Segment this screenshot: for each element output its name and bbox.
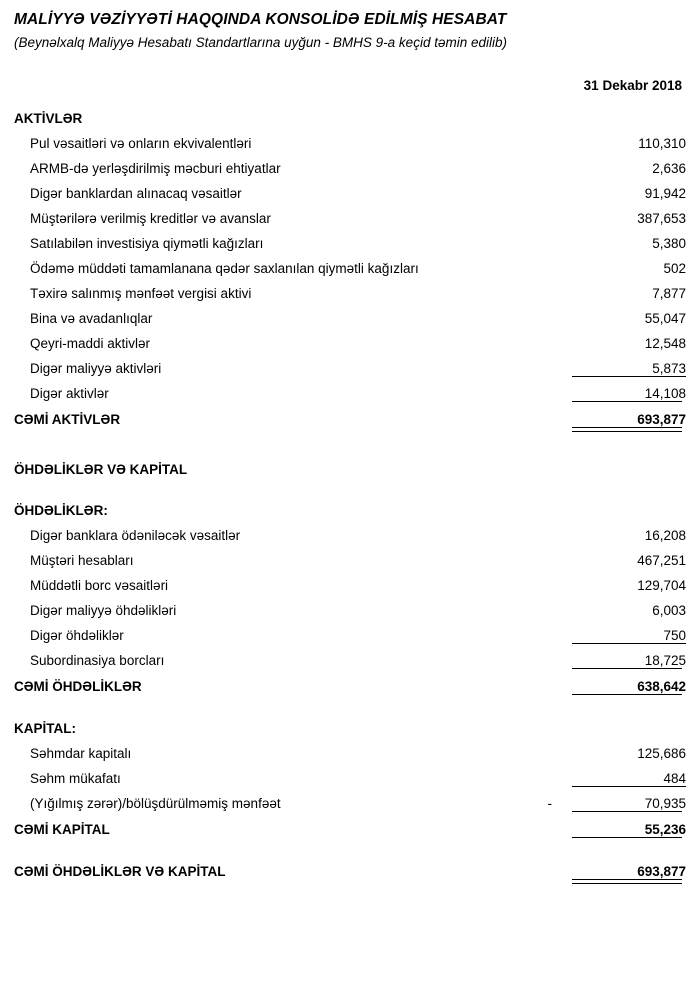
row-sign <box>548 276 573 301</box>
total-value-liabilities: 638,642 <box>637 679 686 695</box>
row-value: 502 <box>663 261 686 277</box>
row-sign <box>548 593 573 618</box>
row-sign <box>548 568 573 593</box>
row-label: Digər banklardan alınacaq vəsaitlər <box>30 186 242 202</box>
row-sign <box>548 226 573 251</box>
row-label: Ödəmə müddəti tamamlanana qədər saxlanılan qiymətli kağızları <box>30 261 419 277</box>
row-label: Pul vəsaitləri və onların ekvivalentləri <box>30 136 252 152</box>
row-sign <box>548 736 573 761</box>
section-header-capital: KAPİTAL: <box>14 721 76 737</box>
table-row <box>14 593 686 618</box>
total-sign <box>548 854 573 879</box>
total-label-liabilities-capital: CƏMİ ÖHDƏLİKLƏR VƏ KAPİTAL <box>14 864 226 880</box>
row-value: 387,653 <box>637 211 686 227</box>
row-label: Digər maliyyə aktivləri <box>30 361 162 377</box>
row-label: (Yığılmış zərər)/bölüşdürülməmiş mənfəət <box>30 796 281 812</box>
table-row <box>14 643 686 668</box>
column-header-date: 31 Dekabr 2018 <box>583 78 682 94</box>
row-sign <box>548 351 573 376</box>
row-sign <box>548 761 573 786</box>
row-value: 484 <box>663 770 686 786</box>
table-row <box>14 276 686 301</box>
row-sign <box>548 376 573 401</box>
section-header-row <box>14 711 686 736</box>
total-label-assets: CƏMİ AKTİVLƏR <box>14 412 121 428</box>
spacer <box>14 477 686 493</box>
table-row <box>14 518 686 543</box>
table-row <box>14 326 686 351</box>
row-value: 6,003 <box>652 603 686 619</box>
row-sign <box>548 326 573 351</box>
total-row <box>14 402 686 427</box>
row-value: 14,108 <box>572 376 686 401</box>
total-sign <box>548 812 573 837</box>
table-row <box>14 126 686 151</box>
row-label: Digər öhdəliklər <box>30 628 124 644</box>
row-sign <box>548 201 573 226</box>
row-sign <box>548 301 573 326</box>
section-header-row <box>14 452 686 477</box>
row-label: Qeyri-maddi aktivlər <box>30 336 151 352</box>
row-value: 18,725 <box>572 643 686 668</box>
table-row <box>14 226 686 251</box>
row-value: 91,942 <box>644 186 686 202</box>
section-header-row <box>14 493 686 518</box>
spacer <box>14 838 686 854</box>
row-sign <box>548 518 573 543</box>
row-value: 55,047 <box>644 311 686 327</box>
table-row <box>14 301 686 326</box>
spacer <box>14 695 686 711</box>
row-value: 12,548 <box>644 336 686 352</box>
total-sign <box>548 402 573 427</box>
row-value: 467,251 <box>637 553 686 569</box>
row-sign <box>548 543 573 568</box>
row-value: 750 <box>663 627 686 643</box>
table-row <box>14 736 686 761</box>
row-sign <box>548 618 573 643</box>
table-row <box>14 618 686 643</box>
row-value: 7,877 <box>652 286 686 302</box>
section-header-liabilities-capital: ÖHDƏLİKLƏR VƏ KAPİTAL <box>14 462 188 478</box>
page-subtitle: (Beynəlxalq Maliyyə Hesabatı Standartlarına uyğun - BMHS 9-a keçid təmin edilib) <box>14 34 507 50</box>
grand-total-double-rule <box>572 879 682 884</box>
section-header-assets: AKTİVLƏR <box>14 111 83 127</box>
row-label: Səhm mükafatı <box>30 771 121 787</box>
table-row <box>14 568 686 593</box>
total-label-liabilities: CƏMİ ÖHDƏLİKLƏR <box>14 679 142 695</box>
total-value-assets: 693,877 <box>637 412 686 428</box>
total-row <box>14 854 686 879</box>
row-sign: - <box>547 796 552 812</box>
row-label: Satılabilən investisiya qiymətli kağızları <box>30 236 264 252</box>
row-label: Təxirə salınmış mənfəət vergisi aktivi <box>30 286 252 302</box>
row-value: 125,686 <box>637 746 686 762</box>
row-label: Bina və avadanlıqlar <box>30 311 153 327</box>
row-sign <box>548 643 573 668</box>
table-row <box>14 151 686 176</box>
row-sign <box>548 126 573 151</box>
row-value: 110,310 <box>638 136 686 152</box>
row-value: 70,935 <box>572 786 686 811</box>
total-value-liabilities-capital: 693,877 <box>637 864 686 880</box>
table-row <box>14 376 686 401</box>
table-row <box>14 201 686 226</box>
row-value: 2,636 <box>652 161 686 177</box>
total-sign <box>548 669 573 694</box>
total-value-capital: 55,236 <box>644 822 686 838</box>
table-row <box>14 761 686 786</box>
table-row <box>14 251 686 276</box>
table-row <box>14 543 686 568</box>
total-row <box>14 812 686 837</box>
page-title: MALİYYƏ VƏZİYYƏTİ HAQQINDA KONSOLİDƏ EDİLMİŞ HESABAT <box>14 11 507 28</box>
spacer <box>14 432 686 452</box>
row-label: ARMB-də yerləşdirilmiş məcburi ehtiyatlar <box>30 161 281 177</box>
total-row <box>14 669 686 694</box>
table-row <box>14 351 686 376</box>
row-label: Müddətli borc vəsaitləri <box>30 578 169 594</box>
row-label: Müştəri hesabları <box>30 553 134 569</box>
table-row <box>14 786 686 811</box>
section-header-row <box>14 101 686 126</box>
row-label: Digər banklara ödəniləcək vəsaitlər <box>30 528 241 544</box>
rule-row <box>14 879 686 884</box>
row-value: 129,704 <box>637 578 686 594</box>
row-label: Digər maliyyə öhdəlikləri <box>30 603 177 619</box>
row-sign <box>548 176 573 201</box>
row-value: 5,873 <box>652 360 686 376</box>
table-row <box>14 176 686 201</box>
row-label: Subordinasiya borcları <box>30 653 165 669</box>
row-value: 5,380 <box>652 236 686 252</box>
row-sign <box>548 251 573 276</box>
row-value: 16,208 <box>644 528 686 544</box>
row-label: Müştərilərə verilmiş kreditlər və avanslar <box>30 211 271 227</box>
row-sign <box>548 151 573 176</box>
total-label-capital: CƏMİ KAPİTAL <box>14 822 110 838</box>
row-label: Səhmdar kapitalı <box>30 746 132 762</box>
financial-statement-table <box>14 101 686 884</box>
section-header-liabilities: ÖHDƏLİKLƏR: <box>14 503 108 519</box>
row-label: Digər aktivlər <box>30 386 109 402</box>
